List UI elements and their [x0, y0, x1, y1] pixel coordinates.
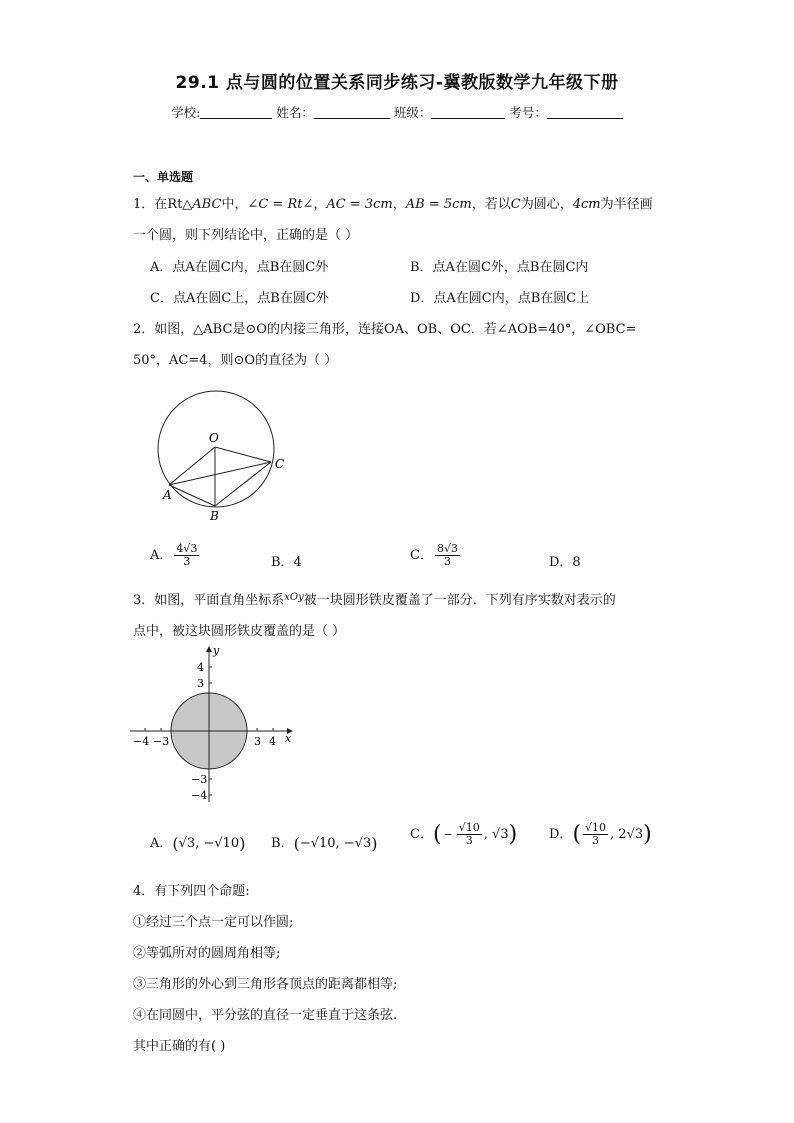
q2-option-c-prefix: C．	[410, 548, 433, 564]
q4-statement-3: ③三角形的外心到三角形各顶点的距离都相等;	[133, 977, 398, 992]
q3-option-c-fraction: −	[443, 827, 453, 841]
q1-text: 中，	[221, 197, 248, 212]
q3-option-d-prefix: D．	[549, 827, 573, 843]
y-axis-label: y	[213, 644, 220, 657]
q1-option-b[interactable]: B．点A在圆C外，点B在圆C内	[410, 260, 589, 275]
q2-option-a-numerator: 4√3	[176, 542, 198, 555]
number-blank[interactable]	[547, 105, 623, 119]
q4-statement-2: ②等弧所对的圆周角相等;	[133, 946, 281, 961]
page-title: 29.1 点与圆的位置关系同步练习-冀教版数学九年级下册	[175, 73, 619, 93]
school-label: 学校:	[171, 105, 201, 120]
q1-option-d[interactable]: D．点A在圆C内，点B在圆C上	[410, 291, 590, 306]
y-tick-label: −4	[191, 789, 208, 802]
q3-option-d-denominator: 3	[592, 834, 600, 848]
x-tick-label: −3	[153, 735, 170, 748]
label-o: O	[209, 431, 219, 445]
q2-option-a-fraction	[174, 543, 199, 568]
q1-text: ，	[392, 197, 406, 212]
q1-text: 为圆心，	[520, 197, 573, 212]
q2-option-a-prefix: A．	[150, 548, 173, 564]
y-tick-label: 4	[197, 661, 204, 674]
q3-option-c-fraction	[457, 822, 482, 847]
q3-option-c-numerator: √10	[458, 821, 480, 834]
y-tick-label: 3	[197, 677, 204, 690]
class-blank[interactable]	[431, 105, 505, 119]
q1-center: C	[510, 197, 521, 212]
q2-stem-line2: 50°，AC=4，则⊙O的直径为（ ）	[133, 353, 338, 368]
q3-text: 3．如图，平面直角坐标系	[133, 593, 285, 608]
q2-circle-figure	[150, 378, 300, 523]
q4-question: 其中正确的有( )	[133, 1039, 226, 1054]
section-title: 一、单选题	[133, 170, 194, 184]
x-tick-label: 4	[269, 735, 276, 748]
student-info-line	[0, 103, 794, 121]
label-b: B	[210, 509, 219, 523]
q1-option-c[interactable]: C．点A在圆C上，点B在圆C外	[150, 291, 329, 306]
q1-stem-line2: 一个圆，则下列结论中，正确的是（ ）	[133, 228, 359, 243]
x-axis-label: x	[285, 732, 292, 745]
q4-intro: 4．有下列四个命题:	[133, 884, 250, 899]
q2-option-c-numerator: 8√3	[436, 542, 458, 555]
q3-stem-line2: 点中，被这块圆形铁皮覆盖的是（ ）	[133, 624, 346, 639]
name-blank[interactable]	[314, 105, 390, 119]
q3-option-b[interactable]: B．(−√10, −√3)	[271, 834, 378, 853]
q3-option-d-fraction	[583, 822, 608, 847]
q3-option-c[interactable]: C．( − $\frac{√10}{3}$ , √3)	[410, 821, 518, 848]
q1-text: ，	[313, 197, 327, 212]
q2-option-d[interactable]: D．8	[549, 555, 581, 570]
q3-option-c-prefix: C．	[410, 827, 433, 843]
q1-angle: ∠C = Rt∠	[247, 197, 314, 212]
q1-text: 为半径画	[600, 197, 653, 212]
q4-statement-1: ①经过三个点一定可以作圆;	[133, 915, 294, 930]
y-tick-label: −3	[191, 773, 208, 786]
q1-ab: AB = 5cm	[405, 197, 472, 212]
q1-text: ，若以	[471, 197, 511, 212]
q1-radius: 4cm	[572, 197, 601, 212]
q1-text: 1．在	[133, 197, 168, 212]
q1-rt: Rt	[167, 197, 183, 212]
class-label: 班级：	[393, 105, 432, 120]
q3-option-d-tail: , 2√3	[610, 827, 644, 843]
q1-option-a[interactable]: A．点A在圆C内，点B在圆C外	[150, 260, 329, 275]
q3-option-d[interactable]: D．( $\frac{√10}{3}$ , 2√3)	[549, 821, 652, 848]
q2-option-c-denominator: 3	[443, 555, 451, 569]
q3-option-c-tail: , √3	[483, 827, 509, 843]
segment-oc	[215, 447, 271, 462]
q2-stem-line1: 2．如图，△ABC是⊙O的内接三角形，连接OA、OB、OC．若∠AOB=40°，∠OBC=	[133, 322, 637, 337]
number-label: 考号：	[509, 105, 547, 120]
q2-option-b[interactable]: B．4	[271, 555, 302, 570]
school-blank[interactable]	[200, 105, 272, 119]
q3-option-b-value: −√10, −√3	[299, 836, 372, 851]
q3-option-a[interactable]: A．(√3, −√10)	[150, 834, 246, 853]
segment-ab	[169, 485, 215, 506]
q2-option-c-fraction	[435, 543, 460, 568]
q3-stem-line1	[133, 589, 616, 608]
label-c: C	[275, 457, 285, 471]
q3-xoy: xOy	[284, 592, 304, 603]
name-label: 姓名：	[276, 105, 314, 120]
segment-oa	[169, 447, 215, 485]
x-tick-label: −4	[133, 735, 150, 748]
q1-stem-line1	[133, 193, 653, 212]
q2-option-a-denominator: 3	[183, 555, 191, 569]
q3-option-a-value: √3, −√10	[178, 836, 240, 851]
q3-option-c-denominator: 3	[465, 834, 473, 848]
q3-option-a-prefix: A．	[150, 836, 173, 851]
q3-option-d-numerator: √10	[585, 821, 607, 834]
q2-option-c[interactable]	[410, 543, 462, 568]
q3-option-b-prefix: B．	[271, 836, 294, 851]
q1-triangle: △ABC	[182, 197, 222, 212]
circumcircle	[158, 391, 274, 507]
q3-coordinate-figure	[128, 642, 303, 807]
q4-statement-4: ④在同圆中，平分弦的直径一定垂直于这条弦.	[133, 1008, 398, 1023]
label-a: A	[163, 488, 172, 502]
x-tick-label: 3	[254, 735, 261, 748]
q3-text: 被一块圆形铁皮覆盖了一部分．下列有序实数对表示的	[303, 593, 616, 608]
q2-option-a[interactable]	[150, 543, 201, 568]
q1-ac: AC = 3cm	[326, 197, 393, 212]
